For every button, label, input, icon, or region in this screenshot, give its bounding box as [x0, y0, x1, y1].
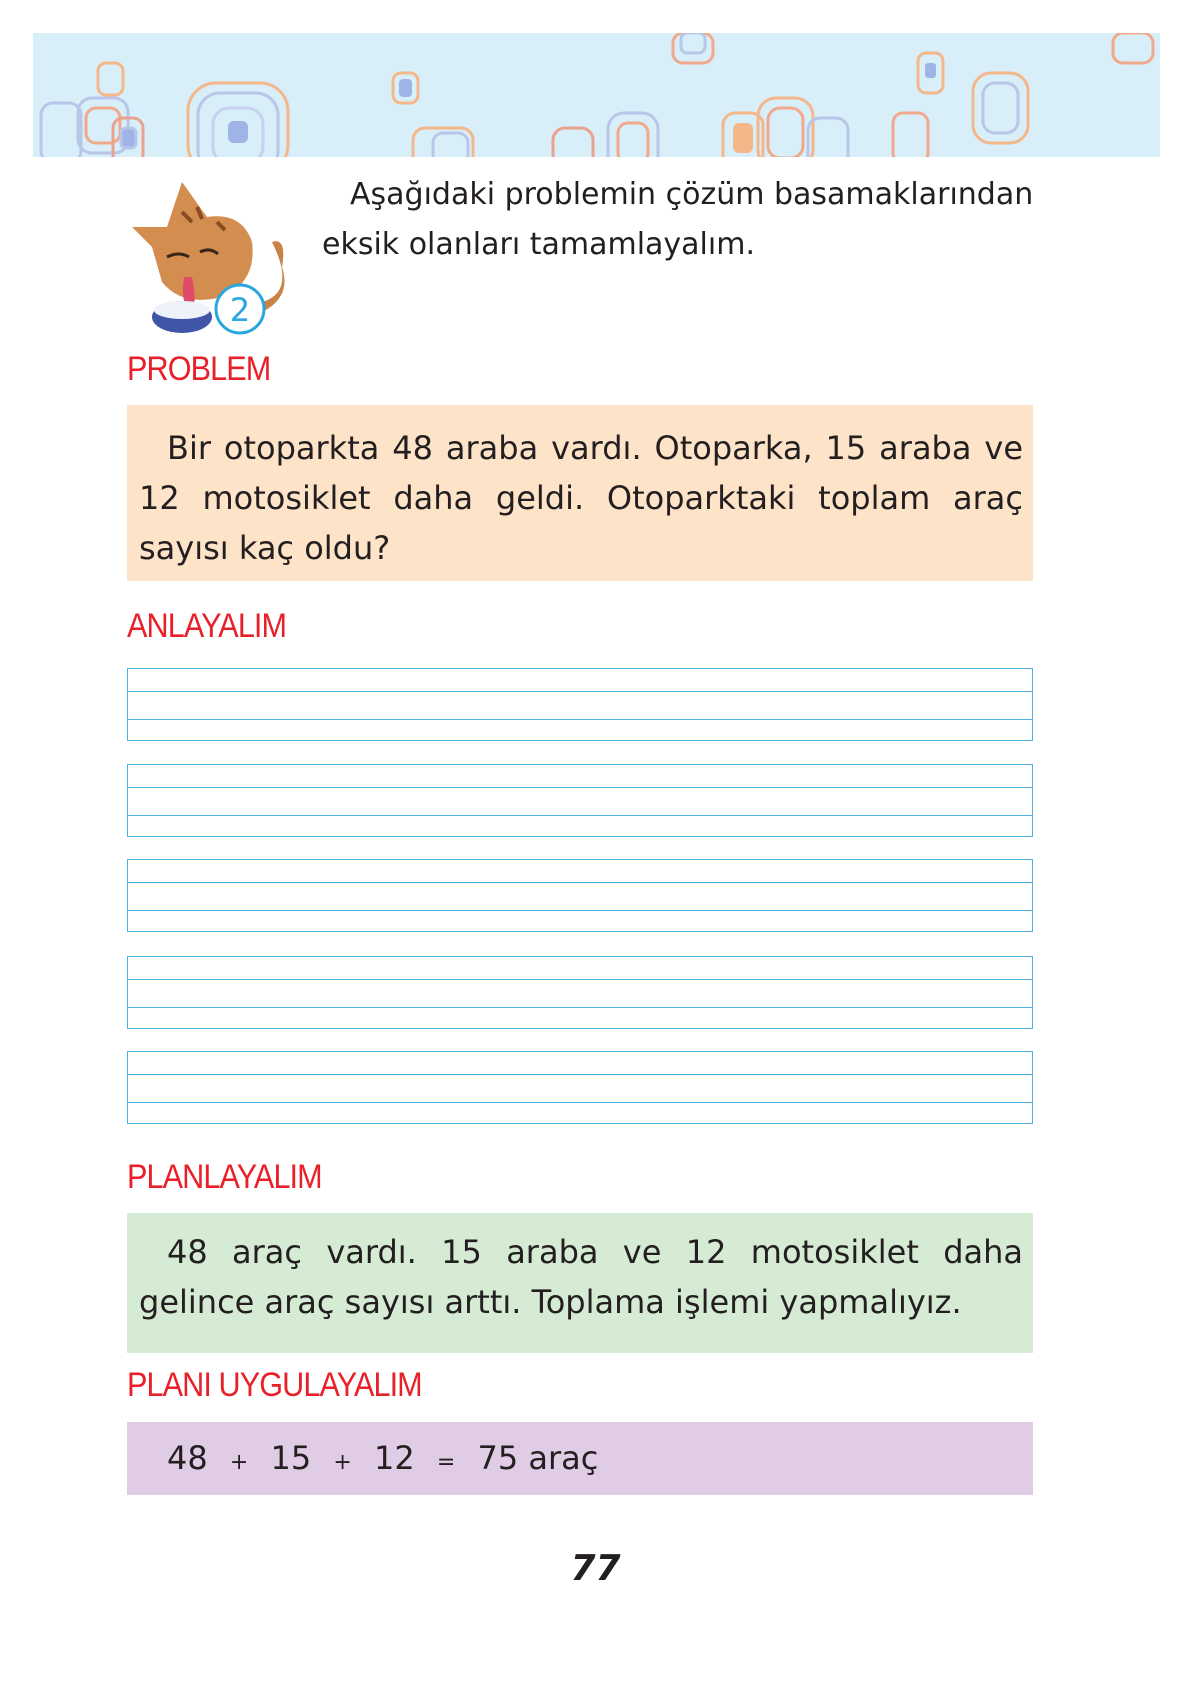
writing-lines[interactable]: [127, 859, 1033, 932]
plus-sign: +: [229, 1450, 249, 1475]
plus-sign: +: [333, 1450, 352, 1475]
writing-lines[interactable]: [127, 668, 1033, 741]
decorative-banner: [33, 33, 1160, 157]
result: 75 araç: [477, 1439, 599, 1477]
term: 48: [167, 1439, 208, 1477]
plan-heading: PLANLAYALIM: [127, 1158, 322, 1196]
page-number: 77: [570, 1548, 621, 1589]
cat-drinking-milk-illustration: [122, 172, 302, 342]
instruction-text: Aşağıdaki problemin çözüm basamaklarından eksik olanları tamamlayalım.: [322, 177, 1034, 262]
term: 15: [270, 1439, 312, 1477]
apply-heading: PLANI UYGULAYALIM: [127, 1366, 422, 1404]
badge-number: 2: [229, 291, 251, 329]
term: 12: [374, 1439, 415, 1477]
writing-lines[interactable]: [127, 956, 1033, 1029]
squares-pattern: [33, 33, 1160, 157]
equals-sign: =: [436, 1450, 456, 1475]
writing-lines[interactable]: [127, 764, 1033, 837]
understand-heading: ANLAYALIM: [127, 607, 287, 645]
plan-box: [127, 1213, 1033, 1353]
problem-heading: PROBLEM: [127, 350, 271, 388]
problem-box: [127, 405, 1033, 581]
apply-box: [127, 1422, 1033, 1495]
plan-text: 48 araç vardı. 15 araba ve 12 motosiklet daha gelince araç sayısı arttı. Toplama işlemi yapmalıyız.: [139, 1233, 1023, 1321]
problem-text: Bir otoparkta 48 araba vardı. Otoparka, 15 araba ve 12 motosiklet daha geldi. Otoparktaki toplam araç sayısı kaç oldu?: [139, 429, 1023, 567]
writing-lines[interactable]: [127, 1051, 1033, 1124]
